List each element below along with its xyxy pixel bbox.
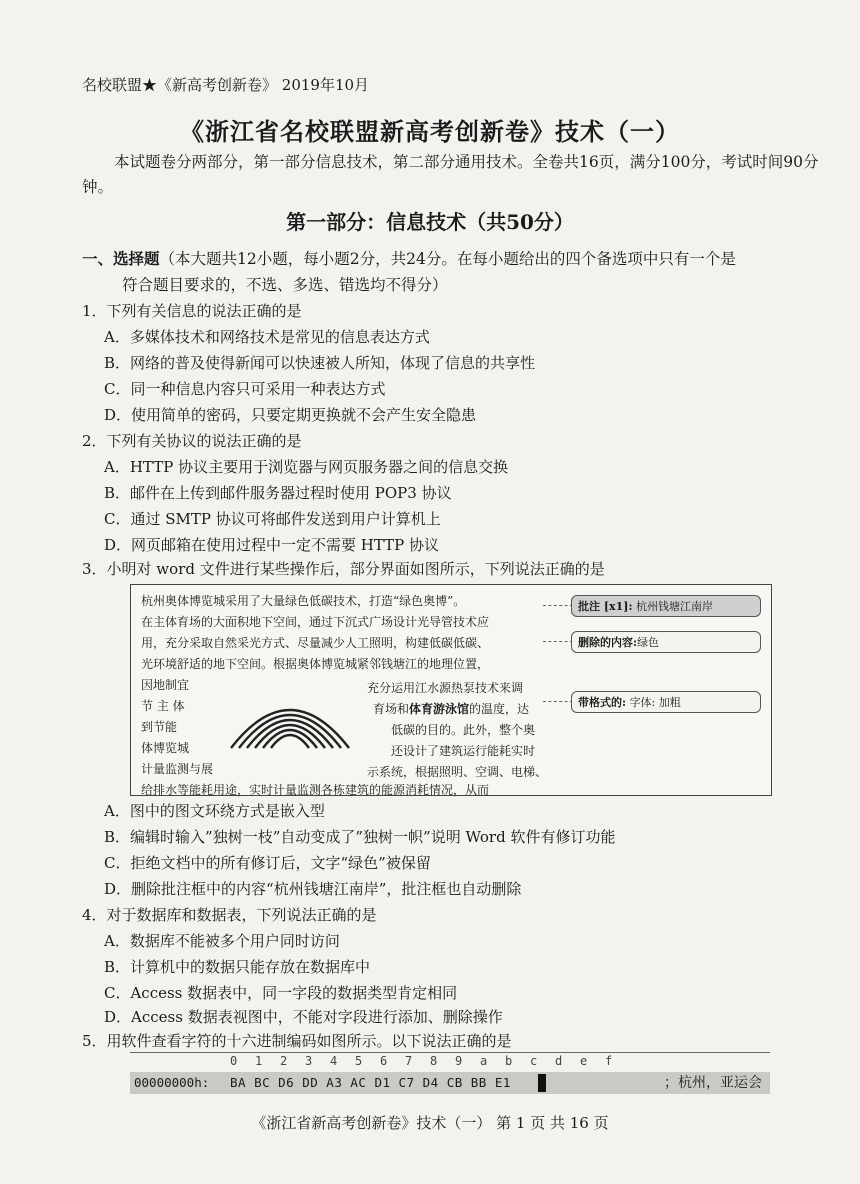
doc-line-1: 杭州奥体博览城采用了大量绿色低碳技术，打造“绿色奥博”。 — [141, 594, 466, 608]
doc-line-2: 在主体育场的大面积地下空间，通过下沉式广场设计光导管技术应 — [141, 615, 490, 629]
text-cursor — [538, 1074, 546, 1092]
section-label: 一、选择题 — [82, 249, 160, 268]
format-connector — [543, 701, 573, 702]
question-3-stem: 3．小明对 word 文件进行某些操作后，部分界面如图所示，下列说法正确的是 — [82, 560, 605, 578]
question-3-option-c: C．拒绝文档中的所有修订后，文字“绿色”被保留 — [104, 854, 431, 872]
hex-ruler-4: 4 — [330, 1054, 338, 1068]
question-4-option-b: B．计算机中的数据只能存放在数据库中 — [104, 958, 371, 976]
hex-ruler-f: f — [605, 1054, 613, 1068]
question-2-option-c: C．通过 SMTP 协议可将邮件发送到用户计算机上 — [104, 510, 441, 528]
hex-ruler-c: c — [530, 1054, 538, 1068]
hex-ruler-1: 1 — [255, 1054, 263, 1068]
doc-line-4: 光环境舒适的地下空间。根据奥体博览城紧邻钱塘江的地理位置， — [141, 657, 490, 671]
hex-ruler-5: 5 — [355, 1054, 363, 1068]
word-screenshot-figure — [130, 584, 772, 796]
doc-line-7-right: 低碳的目的。此外，整个奥 — [391, 723, 536, 737]
doc-line-5-right: 充分运用江水源热泵技术来调 — [367, 681, 524, 695]
deleted-connector — [543, 641, 573, 642]
question-1-option-d: D．使用简单的密码，只要定期更换就不会产生安全隐患 — [104, 406, 477, 424]
hex-chars: ；杭州，亚运会 — [664, 1075, 762, 1091]
section-desc-1: （本大题共12小题，每小题2分，共24分。在每小题给出的四个备选项中只有一个是 — [159, 250, 736, 268]
question-3-option-d: D．删除批注框中的内容“杭州钱塘江南岸”，批注框也自动删除 — [104, 880, 522, 898]
question-4-option-d: D．Access 数据表视图中，不能对字段进行添加、删除操作 — [104, 1008, 503, 1026]
hex-bytes: BA BC D6 DD A3 AC D1 C7 D4 CB BB E1 — [230, 1075, 511, 1090]
doc-line-6-left: 节 主 体 — [141, 699, 185, 713]
page-footer: 《浙江省新高考创新卷》技术（一） 第 1 页 共 16 页 — [251, 1114, 609, 1132]
stadium-logo-image[interactable] — [221, 678, 359, 750]
question-1-option-b: B．网络的普及使得新闻可以快速被人所知，体现了信息的共享性 — [104, 354, 536, 372]
hex-ruler-2: 2 — [280, 1054, 288, 1068]
hex-column-ruler — [130, 1052, 770, 1074]
format-change-balloon[interactable]: 带格式的: 字体: 加粗 — [571, 691, 761, 713]
question-1-stem: 1．下列有关信息的说法正确的是 — [82, 302, 302, 320]
exam-header: 名校联盟★《新高考创新卷》 2019年10月 — [82, 76, 370, 94]
hex-ruler-9: 9 — [455, 1054, 463, 1068]
question-5-stem: 5．用软件查看字符的十六进制编码如图所示。以下说法正确的是 — [82, 1032, 512, 1050]
question-2-option-a: A．HTTP 协议主要用于浏览器与网页服务器之间的信息交换 — [104, 458, 509, 476]
hex-ruler-b: b — [505, 1054, 513, 1068]
question-2-option-d: D．网页邮箱在使用过程中一定不需要 HTTP 协议 — [104, 536, 440, 554]
part-title: 第一部分：信息技术（共50分） — [286, 210, 574, 234]
document-wrapped-text — [357, 678, 547, 783]
comment-balloon[interactable]: 批注 [x1]: 杭州钱塘江南岸 — [571, 595, 761, 617]
question-1-option-a: A．多媒体技术和网络技术是常见的信息表达方式 — [104, 328, 430, 346]
hex-ruler-6: 6 — [380, 1054, 388, 1068]
question-4-option-a: A．数据库不能被多个用户同时访问 — [104, 932, 340, 950]
exam-intro: 本试题卷分两部分，第一部分信息技术，第二部分通用技术。全卷共16页，满分100分，考试时间90分钟。 — [82, 153, 819, 196]
doc-line-3: 用，充分采取自然采光方式、尽量减少人工照明，构建低碳低碳、 — [141, 636, 490, 650]
question-2-option-b: B．邮件在上传到邮件服务器过程时使用 POP3 协议 — [104, 484, 452, 502]
comment-connector — [543, 605, 573, 606]
exam-title: 《浙江省名校联盟新高考创新卷》技术（一） — [180, 117, 680, 146]
doc-line-7-left: 到节能 — [141, 720, 178, 734]
doc-line-5-left: 因地制宜 — [141, 678, 190, 692]
question-3-option-b: B．编辑时输入”独树一枝”自动变成了”独树一帜”说明 Word 软件有修订功能 — [104, 828, 616, 846]
question-3-option-a: A．图中的图文环绕方式是嵌入型 — [104, 802, 325, 820]
question-2-stem: 2．下列有关协议的说法正确的是 — [82, 432, 302, 450]
doc-line-8-left: 体博览城 — [141, 741, 190, 755]
question-4-stem: 4．对于数据库和数据表，下列说法正确的是 — [82, 906, 377, 924]
hex-divider — [130, 1052, 770, 1053]
doc-line-9-right: 示系统，根据照明、空调、电梯、 — [367, 765, 548, 779]
deleted-content-balloon[interactable]: 删除的内容:绿色 — [571, 631, 761, 653]
doc-line-8-right: 还设计了建筑运行能耗实时 — [391, 744, 536, 758]
hex-ruler-e: e — [580, 1054, 588, 1068]
hex-ruler-0: 0 — [230, 1054, 238, 1068]
hex-row[interactable] — [130, 1072, 770, 1094]
doc-line-6-right: 育场和体育游泳馆的温度，达 — [373, 702, 530, 716]
hex-address: 00000000h: — [134, 1075, 210, 1090]
question-4-option-c: C．Access 数据表中，同一字段的数据类型肯定相同 — [104, 984, 458, 1002]
hex-ruler-3: 3 — [305, 1054, 313, 1068]
hex-ruler-7: 7 — [405, 1054, 413, 1068]
hex-ruler-d: d — [555, 1054, 563, 1068]
hex-ruler-a: a — [480, 1054, 488, 1068]
doc-line-10: 给排水等能耗用途，实时计量监测各栋建筑的能源消耗情况，从而 — [141, 783, 490, 797]
doc-line-9-left: 计量监测与展 — [141, 762, 214, 776]
hex-ruler-8: 8 — [430, 1054, 438, 1068]
question-1-option-c: C．同一种信息内容只可采用一种表达方式 — [104, 380, 386, 398]
section-desc-2: 符合题目要求的，不选、多选、错选均不得分） — [122, 276, 448, 294]
section-heading — [82, 246, 824, 298]
